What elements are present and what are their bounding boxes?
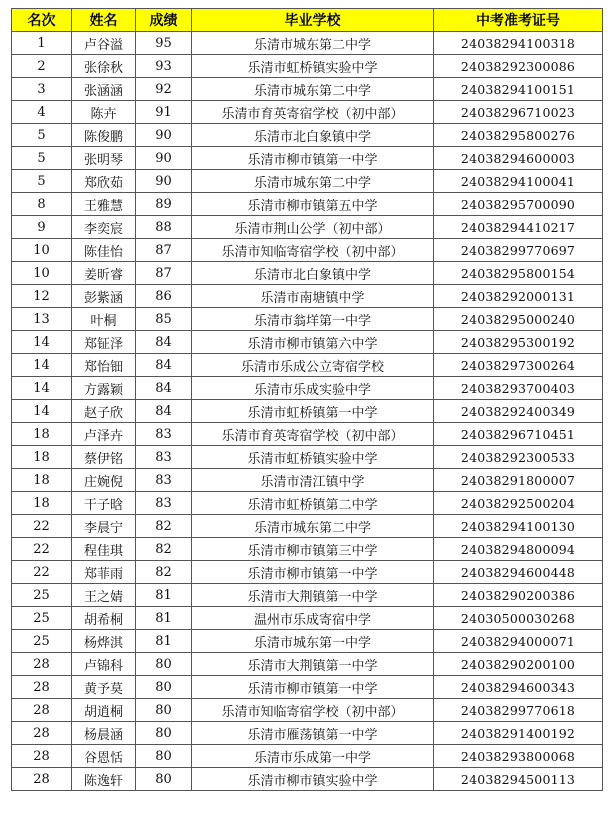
name-cell: 卢泽卉 [72,423,136,446]
rank-cell: 10 [12,239,72,262]
table-row [12,308,603,331]
score-cell: 80 [136,768,192,791]
table-row [12,584,603,607]
score-cell: 84 [136,400,192,423]
name-cell: 叶桐 [72,308,136,331]
exam-id-cell: 24038294100041 [434,170,603,193]
school-cell: 温州市乐成寄宿中学 [192,607,434,630]
name-cell: 赵子欣 [72,400,136,423]
name-cell: 彭紫涵 [72,285,136,308]
rank-cell: 28 [12,768,72,791]
rank-cell: 2 [12,55,72,78]
name-cell: 李奕宸 [72,216,136,239]
rank-cell: 5 [12,147,72,170]
exam-id-cell: 24038290200100 [434,653,603,676]
score-cell: 82 [136,515,192,538]
score-cell: 85 [136,308,192,331]
school-cell: 乐清市乐成实验中学 [192,377,434,400]
table-row [12,676,603,699]
rank-cell: 25 [12,630,72,653]
name-cell: 胡希桐 [72,607,136,630]
exam-id-cell: 24038292300533 [434,446,603,469]
table-row [12,101,603,124]
school-cell: 乐清市翁垟第一中学 [192,308,434,331]
ranking-table [11,8,603,791]
table-row [12,492,603,515]
score-cell: 91 [136,101,192,124]
table-row [12,262,603,285]
exam-id-cell: 24038294100130 [434,515,603,538]
rank-cell: 25 [12,607,72,630]
exam-id-cell: 24038297300264 [434,354,603,377]
exam-id-cell: 24038294600448 [434,561,603,584]
rank-cell: 13 [12,308,72,331]
school-cell: 乐清市虹桥镇第一中学 [192,400,434,423]
exam-id-cell: 24038291800007 [434,469,603,492]
table-row [12,768,603,791]
school-cell: 乐清市雁荡镇第一中学 [192,722,434,745]
score-cell: 83 [136,492,192,515]
school-cell: 乐清市虹桥镇第二中学 [192,492,434,515]
score-cell: 86 [136,285,192,308]
score-cell: 83 [136,423,192,446]
exam-id-cell: 24038293700403 [434,377,603,400]
score-cell: 90 [136,147,192,170]
rank-cell: 14 [12,400,72,423]
header-rank: 名次 [12,9,72,32]
school-cell: 乐清市柳市镇第三中学 [192,538,434,561]
exam-id-cell: 24038296710023 [434,101,603,124]
school-cell: 乐清市城东第二中学 [192,32,434,55]
name-cell: 陈卉 [72,101,136,124]
name-cell: 郑欣茹 [72,170,136,193]
exam-id-cell: 24038294100151 [434,78,603,101]
school-cell: 乐清市柳市镇实验中学 [192,768,434,791]
header-name: 姓名 [72,9,136,32]
score-cell: 82 [136,561,192,584]
score-cell: 89 [136,193,192,216]
name-cell: 方露颖 [72,377,136,400]
school-cell: 乐清市知临寄宿学校（初中部） [192,239,434,262]
rank-cell: 28 [12,699,72,722]
school-cell: 乐清市荆山公学（初中部） [192,216,434,239]
rank-cell: 28 [12,722,72,745]
school-cell: 乐清市育英寄宿学校（初中部） [192,423,434,446]
name-cell: 黄予莫 [72,676,136,699]
rank-cell: 28 [12,653,72,676]
table-body [12,32,603,791]
rank-cell: 22 [12,515,72,538]
name-cell: 干子晗 [72,492,136,515]
score-cell: 80 [136,745,192,768]
school-cell: 乐清市城东第二中学 [192,515,434,538]
school-cell: 乐清市柳市镇第一中学 [192,676,434,699]
exam-id-cell: 24038292300086 [434,55,603,78]
score-cell: 87 [136,262,192,285]
name-cell: 蔡伊铭 [72,446,136,469]
school-cell: 乐清市乐成公立寄宿学校 [192,354,434,377]
table-row [12,354,603,377]
table-row [12,515,603,538]
exam-id-cell: 24030500030268 [434,607,603,630]
rank-cell: 14 [12,331,72,354]
exam-id-cell: 24038294600003 [434,147,603,170]
name-cell: 张徐秋 [72,55,136,78]
exam-id-cell: 24038294100318 [434,32,603,55]
school-cell: 乐清市北白象镇中学 [192,262,434,285]
name-cell: 卢谷溢 [72,32,136,55]
exam-id-cell: 24038295300192 [434,331,603,354]
school-cell: 乐清市柳市镇第六中学 [192,331,434,354]
name-cell: 陈逸轩 [72,768,136,791]
name-cell: 郑菲雨 [72,561,136,584]
table-row [12,377,603,400]
score-cell: 81 [136,607,192,630]
exam-id-cell: 24038295800276 [434,124,603,147]
rank-cell: 5 [12,124,72,147]
rank-cell: 8 [12,193,72,216]
name-cell: 程佳琪 [72,538,136,561]
table-row [12,285,603,308]
score-cell: 80 [136,676,192,699]
score-cell: 83 [136,446,192,469]
table-row [12,124,603,147]
school-cell: 乐清市城东第二中学 [192,78,434,101]
school-cell: 乐清市柳市镇第一中学 [192,561,434,584]
name-cell: 张涵涵 [72,78,136,101]
name-cell: 李晨宁 [72,515,136,538]
table-row [12,469,603,492]
name-cell: 王雅慧 [72,193,136,216]
exam-id-cell: 24038294000071 [434,630,603,653]
school-cell: 乐清市柳市镇第五中学 [192,193,434,216]
exam-id-cell: 24038295700090 [434,193,603,216]
score-cell: 81 [136,584,192,607]
school-cell: 乐清市虹桥镇实验中学 [192,446,434,469]
exam-id-cell: 24038294800094 [434,538,603,561]
header-row [12,9,603,32]
name-cell: 庄婉倪 [72,469,136,492]
name-cell: 谷恩恬 [72,745,136,768]
rank-cell: 18 [12,446,72,469]
name-cell: 杨烨淇 [72,630,136,653]
name-cell: 姜昕睿 [72,262,136,285]
rank-cell: 28 [12,745,72,768]
table-row [12,32,603,55]
rank-cell: 14 [12,377,72,400]
table-row [12,653,603,676]
score-cell: 80 [136,653,192,676]
score-cell: 83 [136,469,192,492]
school-cell: 乐清市大荆镇第一中学 [192,584,434,607]
score-cell: 87 [136,239,192,262]
header-exam-id: 中考准考证号 [434,9,603,32]
school-cell: 乐清市南塘镇中学 [192,285,434,308]
table-row [12,55,603,78]
exam-id-cell: 24038294410217 [434,216,603,239]
score-cell: 81 [136,630,192,653]
rank-cell: 4 [12,101,72,124]
school-cell: 乐清市知临寄宿学校（初中部） [192,699,434,722]
exam-id-cell: 24038292500204 [434,492,603,515]
score-cell: 88 [136,216,192,239]
rank-cell: 25 [12,584,72,607]
name-cell: 卢锦科 [72,653,136,676]
table-row [12,193,603,216]
table-row [12,170,603,193]
table-row [12,722,603,745]
name-cell: 郑钲泽 [72,331,136,354]
rank-cell: 10 [12,262,72,285]
table-row [12,216,603,239]
name-cell: 郑怡钿 [72,354,136,377]
school-cell: 乐清市育英寄宿学校（初中部） [192,101,434,124]
table-row [12,538,603,561]
name-cell: 胡逍桐 [72,699,136,722]
rank-cell: 3 [12,78,72,101]
rank-cell: 14 [12,354,72,377]
table-row [12,745,603,768]
score-cell: 92 [136,78,192,101]
school-cell: 乐清市城东第二中学 [192,170,434,193]
table-row [12,423,603,446]
score-cell: 95 [136,32,192,55]
school-cell: 乐清市柳市镇第一中学 [192,147,434,170]
school-cell: 乐清市城东第一中学 [192,630,434,653]
score-cell: 80 [136,722,192,745]
rank-cell: 9 [12,216,72,239]
exam-id-cell: 24038290200386 [434,584,603,607]
school-cell: 乐清市北白象镇中学 [192,124,434,147]
score-cell: 90 [136,124,192,147]
school-cell: 乐清市虹桥镇实验中学 [192,55,434,78]
table-row [12,607,603,630]
table-row [12,699,603,722]
exam-id-cell: 24038295000240 [434,308,603,331]
rank-cell: 28 [12,676,72,699]
rank-cell: 12 [12,285,72,308]
name-cell: 陈佳怡 [72,239,136,262]
name-cell: 陈俊鹏 [72,124,136,147]
score-cell: 84 [136,331,192,354]
table-row [12,630,603,653]
rank-cell: 22 [12,561,72,584]
rank-cell: 18 [12,423,72,446]
rank-cell: 22 [12,538,72,561]
table-row [12,147,603,170]
exam-id-cell: 24038294600343 [434,676,603,699]
exam-id-cell: 24038291400192 [434,722,603,745]
rank-cell: 1 [12,32,72,55]
school-cell: 乐清市乐成第一中学 [192,745,434,768]
score-cell: 84 [136,354,192,377]
exam-id-cell: 24038295800154 [434,262,603,285]
name-cell: 王之婧 [72,584,136,607]
school-cell: 乐清市大荆镇第一中学 [192,653,434,676]
header-score: 成绩 [136,9,192,32]
exam-id-cell: 24038299770697 [434,239,603,262]
header-school: 毕业学校 [192,9,434,32]
score-cell: 84 [136,377,192,400]
score-cell: 80 [136,699,192,722]
rank-cell: 18 [12,469,72,492]
exam-id-cell: 24038294500113 [434,768,603,791]
name-cell: 杨晨涵 [72,722,136,745]
score-cell: 93 [136,55,192,78]
name-cell: 张明琴 [72,147,136,170]
table-row [12,331,603,354]
score-cell: 82 [136,538,192,561]
table-row [12,446,603,469]
school-cell: 乐清市清江镇中学 [192,469,434,492]
exam-id-cell: 24038299770618 [434,699,603,722]
exam-id-cell: 24038292000131 [434,285,603,308]
table-row [12,78,603,101]
rank-cell: 5 [12,170,72,193]
score-cell: 90 [136,170,192,193]
exam-id-cell: 24038292400349 [434,400,603,423]
exam-id-cell: 24038293800068 [434,745,603,768]
exam-id-cell: 24038296710451 [434,423,603,446]
table-row [12,400,603,423]
rank-cell: 18 [12,492,72,515]
table-row [12,561,603,584]
table-row [12,239,603,262]
